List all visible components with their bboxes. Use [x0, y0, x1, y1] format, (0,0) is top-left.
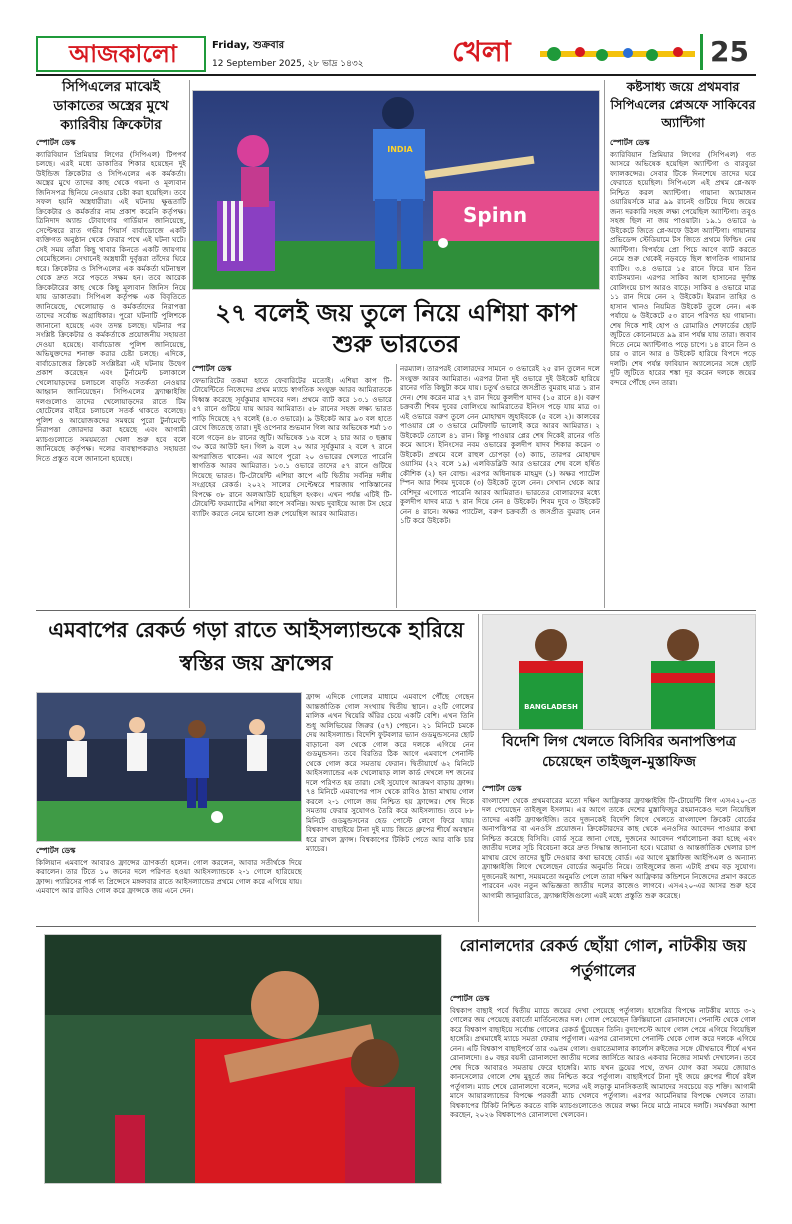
masthead-logo-box — [36, 36, 206, 72]
asia-cup-byline: স্পোর্টস ডেস্ক — [192, 364, 232, 373]
antigua-text: ক্যারিবিয়ান প্রিমিয়ার লিগের (সিপিএল) গত আসরে অভিষেক হয়েছিল অ্যান্টিগা ও বারবুডা ফ্যালকন্সের। সেবার টিকে দিনশেষে তাদের ঘরে ফেরাতে হয়েছিল। সিপিএলে এই প্রথম প্লে-অফ নিশ্চিত করল অ্যান্টিগা। গায়ানা অ্যামাজন ওয়ারিয়র্সকে মাত্র ৯৯ রানেই গুটিয়ে দিয়ে জয়ের জন্য দরকারি সহজ লক্ষ্য পেয়েছিল অ্যান্টিগা। তবুও সহজ ছিল না জয় পাওয়াটা। ১৯.১ ওভারে ৬ উইকেটে জিতে প্লে-অফে উঠল অ্যান্টিগা। গায়ানার প্রভিডেন্স স্টেডিয়ামে টস জিতে প্রথমে ফিল্ডিং নেয় অ্যান্টিগা। বিপর্যয়ে প্রো পিচে আগে ব্যাট করতে নেমে শুরু থেকেই নড়বড়ে ছিল স্বাগতিক গায়ানার ব্যাটিং। ৩.৪ ওভারে ১৫ রানে ফিরে যান তিন ব্যাটসম্যান। এরপর সাকিব আল হাসানের দুর্দান্ত বোলিংয়ে চাপ আরও বাড়ে। সাকিব ৪ ওভারে মাত্র ১১ রান দিয়ে নেন ২ উইকেট। ইমরান তাহির ও হাসান খানও নিয়মিত উইকেট তুলে নেন। এক পর্যায়ে ৬ উইকেটে ৫৩ রানে পরিণত হয় গায়ানা। শেষ দিকে শাই হোপ ও রোমারিও শেফার্ডের ছোট জুটিতে কোনোমতে ৯৯ রান পর্যন্ত যায় তারা। জবাব দিতে নেমে অ্যান্টিগাও পড়ে চাপে। ১৪ রানে তিন ও চার ৩ রানে আর ৪ উইকেট হারিয়ে বিপদে পড়ে দলটি। শেষ পর্যন্ত ফাবিয়ান অ্যালেনের সঙ্গে ছোট দুটি জুটিতে হারের শঙ্কা দূর করেন দলকে জয়ের বন্দরে পৌঁছে দেন তারা। — [610, 149, 756, 387]
ronaldo-body — [450, 994, 756, 1184]
asia-cup-col1 — [192, 364, 392, 608]
column-divider-mid — [478, 614, 479, 922]
left-story-byline: স্পোর্টস ডেস্ক — [36, 138, 76, 147]
bcb-headline: বিদেশি লিগ খেলতে বিসিবির অনাপত্তিপত্র চেয়েছেন তাইজুল-মুস্তাফিজ — [501, 734, 736, 771]
france-photo — [36, 692, 302, 842]
lower-rule — [36, 926, 756, 927]
mid-rule — [36, 610, 756, 611]
ronaldo-headline: রোনালদোর রেকর্ড ছোঁয়া গোল, নাটকীয় জয় পর্তুগালের — [459, 936, 747, 980]
bcb-byline: স্পোর্টস ডেস্ক — [482, 784, 522, 793]
jersey-text: INDIA — [387, 145, 413, 154]
bcb-photo — [482, 614, 756, 730]
asia-cup-column-divider — [396, 364, 397, 608]
paper-name: আজকালো — [69, 39, 177, 68]
asia-cup-headline: ২৭ বলেই জয় তুলে নিয়ে এশিয়া কাপ শুরু ভারতের — [215, 299, 577, 359]
bcb-text: বাংলাদেশ থেকে প্রথমবারের মতো দক্ষিণ আফ্রিকার ফ্র্যাঞ্চাইজি টি-টোয়েন্টি লিগ এসএ২০-তে দল পেয়েছেন তাইজুল ইসলাম। এর আগে তাকে দেশের মুস্তাফিজুর রহমানকেও দলে নিয়েছিল তাদের একটি ফ্র্যাঞ্চাইজি। তবে দুজনকেই বিদেশি লিগে খেলতে বাংলাদেশ ক্রিকেট বোর্ডের অনাপত্তিপত্র বা এনওসি প্রয়োজন। ক্রিকেটারদের কাছ থেকে এনওসির আবেদন পাওয়ার কথা নিশ্চিত করেছে বিসিবি। বোর্ড সূত্রে জানা গেছে, দুজনের আবেদন পর্যালোচনা করা হচ্ছে এবং জাতীয় দলের সূচি বিবেচনা করে দ্রুত সিদ্ধান্ত জানানো হবে। ঘরোয়া ও আন্তর্জাতিক খেলার চাপ মাথায় রেখে তাদের ছুটি দেওয়ার কথা ভাবছে বোর্ড। এর আগে মুস্তাফিজ আইপিএল ও অন্যান্য ফ্র্যাঞ্চাইজি লিগে খেলেছেন বোর্ডের অনুমতি নিয়ে। তাইজুলের জন্য এটাই প্রথম বড় সুযোগ। দুজনেরই আশা, সময়মতো অনুমতি পেলে তারা দক্ষিণ আফ্রিকার কন্ডিশনে নিজেদের প্রমাণ করতে পারবেন এবং নতুন অভিজ্ঞতা জাতীয় দলের কাজেও লাগবে। এসএ২০-এর আসর শুরু হবে আগামী জানুয়ারিতে, ফ্র্যাঞ্চাইজিগুলো এরই মধ্যে প্রস্তুতি শুরু করেছে। — [482, 795, 756, 900]
antigua-headline: কষ্টসাধ্য জয়ে প্রথমবার সিপিএলের প্লেঅফে সাকিবের অ্যান্টিগা — [610, 79, 756, 130]
asia-cup-col1-text: ফেভারিটের তকমা হাতে ফেবারিটের মতোই। এশিয়া কাপ টি-টোয়েন্টিতে নিজেদের প্রথম ম্যাচে স্বাগতিক সংযুক্ত আরব আমিরাতকে বিধ্বস্ত করেছে সূর্যকুমার যাদবের দল। প্রথমে ব্যাট করে ১৩.১ ওভারে ৫৭ রানে গুটিয়ে যায় আরব আমিরাত। ৫৮ রানের সহজ লক্ষ্য ভারত পাড়ি দিয়েছে ২৭ বলেই (৪.৩ ওভারে)। ৯ উইকেট আর ৯৩ বল হাতে রেখে জিতেছে তারা। দুই ওপেনার শুভমান গিল আর অভিষেক শর্মা ১৩ বলে গড়েন ৪৮ রানের জুটি। অভিষেক ১৬ বলে ২ চার আর ৩ ছক্কায় ৩০ করে আউট হন। গিল ৯ বলে ২০ আর সূর্যকুমার ২ বলে ৭ রানে অপরাজিত থাকেন। এর আগে পুরো ২০ ওভারের খেলতে পারেনি স্বাগতিক আরব আমিরাত। ১৩.১ ওভারে তাদের ৫৭ রানে গুটিয়ে দিয়েছে ভারত। টি-টোয়েন্টি এশিয়া কাপে এটি দ্বিতীয় সর্বনিম্ন দলীয় সংগ্রহের রেকর্ড। ২০২২ সালের সেপ্টেম্বরে শারজায় পাকিস্তানের বিপক্ষে ৩৮ রানে অলআউট হয়েছিল হংকং। এখন পর্যন্ত এটিই টি-টোয়েন্টি ফরম্যাটের এশিয়া কাপে সর্বনিম্ন। অথচ দুবাইয়ে আজ টস হেরে ব্যাটিং করতে নেমে ভালো শুরু পেয়েছিল আরব আমিরাত। — [192, 375, 392, 518]
section-title: খেলা — [452, 35, 511, 68]
france-col-left-text: কিলিয়ান এমবাপে আবারও ফ্রান্সের ত্রাণকর্তা হলেন। গোল করলেন, আবার সতীর্থকে দিয়ে করালেন। তার টিতে ১০ জনের দলে পরিণত হওয়া আইসল্যান্ডকে ২-১ গোলে হারিয়েছে ফ্রান্স। প্যারিসের পার্ক দ্য প্রিন্সেসে মঙ্গলবার রাতে আইসল্যান্ডের প্রথমে গোল করে এগিয়ে যায়। এমবাপে আর রাবিও গোল করে ফ্রান্সকে জয় এনে দেন। — [36, 857, 302, 896]
left-story-body — [36, 138, 186, 608]
header-weekday: Friday, শুক্রবার — [212, 40, 285, 51]
ronaldo-byline: স্পোর্টস ডেস্ক — [450, 994, 490, 1003]
page-number: 25 — [700, 34, 756, 70]
antigua-byline: স্পোর্টস ডেস্ক — [610, 138, 650, 147]
section-banner-decoration — [540, 42, 695, 66]
header-rule — [36, 74, 756, 76]
antigua-body — [610, 138, 756, 608]
header-date: 12 September 2025, ২৮ ভাদ্র ১৪৩২ — [212, 59, 364, 69]
france-col-left — [36, 846, 302, 922]
banner-text: Spinn — [463, 203, 528, 227]
france-byline: স্পোর্টস ডেস্ক — [36, 846, 76, 855]
column-divider-left — [189, 80, 190, 608]
column-divider-right — [604, 80, 605, 608]
bcb-jersey-text: BANGLADESH — [524, 703, 578, 711]
ronaldo-text: বিশ্বকাপ বাছাই পর্বে দ্বিতীয় ম্যাচে জয়ের দেখা পেয়েছে পর্তুগাল। হাঙ্গেরির বিপক্ষে নাটকীয় ম্যাচে ৩-২ গোলের জয় পেয়েছে রবার্তো মার্তিনেজের দল। গোল পেয়েছেন ক্রিস্তিয়ানো রোনালদো। পেনাল্টি থেকে গোল করে বিশ্বকাপ বাছাইয়ে সর্বোচ্চ গোলের রেকর্ড ছুঁয়েছেন তিনি। বুদাপেস্টে আগে গোল পেয়ে এগিয়ে গিয়েছিল হাঙ্গেরি। প্রথমার্ধেই ম্যাচে সমতা ফেরায় পর্তুগাল। এরপর রোনালদো পেনাল্টি থেকে গোল করে দলকে এগিয়ে নেন। এটি বিশ্বকাপ বাছাইপর্বে তার ৩৯তম গোল। গুয়াতেমালার কার্লোস রুইজের সঙ্গে যৌথভাবে শীর্ষে এখন রোনালদো। ৪০ বছর বয়সী রোনালদো জাতীয় দলের জার্সিতে আরও একবার নিজের সামর্থ্য দেখালেন। তবে শেষ দিকে আবারও সমতায় ফেরে হাঙ্গেরি। ম্যাচ যখন ড্রয়ের পথে, তখন যোগ করা সময়ে জোয়াও কানসেলোর গোলে শেষ মুহূর্তে জয় নিশ্চিত করে পর্তুগাল। বাছাইপর্বে টানা দুই জয়ে গ্রুপের শীর্ষে রইল পর্তুগাল। ম্যাচ শেষে রোনালদো বলেন, দলের এই লড়াকু মানসিকতাই আমাদের সবচেয়ে বড় শক্তি। আগামী মাসে আয়ারল্যান্ডের বিপক্ষে পরবর্তী ম্যাচ খেলবে পর্তুগাল। এরপর আর্মেনিয়ার বিপক্ষে খেলবে তারা। বিশ্বকাপের টিকিট নিশ্চিত করতে বাকি ম্যাচগুলোতেও জয়ের লক্ষ্য নিয়ে মাঠে নামবে দলটি। সমর্থকরা আশা করছেন, ২০২৬ বিশ্বকাপেও রোনালদো খেলবেন। — [450, 1005, 756, 1120]
ronaldo-photo — [44, 934, 442, 1184]
left-story-headline: সিপিএলের মাঝেই ডাকাতের অস্ত্রের মুখে ক্যারিবীয় ক্রিকেটার — [53, 79, 169, 134]
asia-cup-col2: নরম্যাল। তারপরই বোলারদের সামনে ৩ ওভারেই ২৫ রান তুলেন দলে সংযুক্ত আরব আমিরাত। এরপর টানা দুই ওভারে দুই উইকেট হারিয়ে রানের গতি কিছুটা কমে যায়। চতুর্থ ওভারে জসপ্রীত বুমরাহ মাত্র ১ রান দেন। শেষ করেন মাত্র ২৭ রান দিয়ে কুলদীপ যাদব (১৫ রানে ৪)। বরুণ চক্রবর্তী শিবম দুবের বোলিংয়ে আমিরাতের ইনিংস পড়ে যায় মাত্র ৩। এই ওভারে বরুণ তুলে নেন মোহাম্মদ জুহাইবকে (৫ বলে ২)। কালবের পাওয়ার প্লে ৩ ওভারে মেটিফাটি ভালোই করে আরব আমিরাত। ২ উইকেটে তোলে ৪১ রান। কিন্তু পাওয়ার প্লের শেষ দিকেই রানের গতি কমে আসে। ইনিংসের নবম ওভারের কুলদীপ যাদব শিকার করেন ৩ উইকেট। প্রথমে বলে রাহুল চোপড়া (৩) ক্যাচ, তারপর মোহাম্মদ ওয়াসিম (২২ বলে ১৯) এলবিডব্লিউ আর ওভারের শেষ বলে হর্ষিত কৌশিক (২) হন বোল্ড। এরপর অধিনায়ক মাহমুদ (১) অক্ষর প্যাটেল স্পিন আর শিবম দুবেকে (৩) উইকেট তুলে নেন। সেখান থেকে আর বেশিদূর এগোতে পারেনি আরব আমিরাত। ভারতের বোলারদের মধ্যে কুলদীপ যাদব মাত্র ৭ রান দিয়ে নেন ৪ উইকেট। শিবম দুবে ৩ উইকেট নেন ৪ রানে। অক্ষর প্যাটেল, বরুণ চক্রবর্তী ও জসপ্রীত বুমরাহ নেন ১টি করে উইকেট। — [400, 364, 600, 525]
asia-cup-photo — [192, 90, 600, 290]
bcb-body — [482, 784, 756, 922]
left-story-text: ক্যারিবিয়ান প্রিমিয়ার লিগের (সিপিএল) টিপপর্ব চলছে। এরই মধ্যে ডাকাতির শিকার হয়েছেন দুই উইন্ডিজ ক্রিকেটার ও সিপিএলের এক কর্মকর্তা। অস্ত্রের মুখে তাদের কাছ থেকে গয়না ও মূল্যবান জিনিসপত্র ছিনিয়ে নেওয়ার চেষ্টা করা হয়েছিল। তবে সফল হয়নি অস্ত্রধারীরা। এই ঘটনায় ক্ষুব্ধতাটি ক্রিকেটার ও কর্মকর্তার নাম প্রকাশ করেনি কর্তৃপক্ষ। ত্রিনিদাদ অ্যান্ড টোবাগোর গার্ডিয়ান জানিয়েছে, সেপ্টেম্বরে রাত গভীর পিয়ার্স বার্বাডোজে একটি ব্যক্তিগত অনুষ্ঠান থেকে ফেরার পথে এই ঘটনা ঘটে। সেই সময় তাঁরা কিছু খাবার কিনতে একটি জায়গায় থেমেছিলেন। সেখানেই অস্ত্রধারী দুর্বৃত্তরা তাঁদের ঘিরে ধরে। ক্রিকেটার ও সিপিএলের এক কর্মকর্তা ঘটনাস্থল থেকে দ্রুত সরে পড়তে সক্ষম হন। তবে আরেক ক্রিকেটারের কাছ থেকে কিছু মূল্যবান জিনিস নিয়ে যায় ডাকাতরা। সিপিএল কর্তৃপক্ষ এক বিবৃতিতে জানিয়েছে, খেলোয়াড় ও কর্মকর্তাদের নিরাপত্তা তাদের সর্বোচ্চ অগ্রাধিকার। পুরো ঘটনাটি পুলিশকে জানানো হয়েছে এবং তদন্ত চলছে। ঘটনার পর সংশ্লিষ্ট ক্রিকেটার ও কর্মকর্তাকে প্রয়োজনীয় সহায়তা দেওয়া হয়েছে। বার্বাডোজ পুলিশ জানিয়েছে, অভিযুক্তদের শনাক্ত করার চেষ্টা চলছে। এদিকে, বার্বাডোজের ক্রিকেট সংশ্লিষ্টরা এই ঘটনায় উদ্বেগ প্রকাশ করেছেন এবং টুর্নামেন্ট চলাকালে খেলোয়াড়দের চলাচলে বাড়তি সতর্কতা নেওয়ার আহ্বান জানিয়েছেন। সিপিএলের ফ্র্যাঞ্চাইজি দলগুলোও তাদের খেলোয়াড়দের রাতে টিম হোটেলের বাইরে চলাচলে সতর্ক থাকতে বলেছে। পুলিশ ও আয়োজকদের সমন্বয়ে পুরো টুর্নামেন্টে নিরাপত্তা জোরদার করা হয়েছে এবং আগামী ম্যাচগুলোতে সময়মতো খেলা শুরু হবে বলে জানিয়েছে কর্তৃপক্ষ। দলের ব্যবস্থাপকরাও সহায়তা দিতে প্রস্তুত বলে জানানো হয়েছে। — [36, 149, 186, 463]
france-col-right: ফ্রান্স এদিকে গোলের মাধ্যমে এমবাপে পৌঁছে গেছেন আন্তর্জাতিক গোল সংখ্যায় দ্বিতীয় স্থানে। ৫২টি গোলের মালিক এখন থিয়েরি অঁরির চেয়ে একটি বেশি। এখন তিনি শুধু অলিভিয়ের জিরুর (৫৭) পেছনে। ২১ মিনিটে চমকে দেয় আইসল্যান্ড। বিদেশি ফুটবলার ভ্যান গুডমুন্ডসনের ছোট বাড়ানো বল থেকে গোল করে দলকে এগিয়ে নেন গুডমুন্ডসন। তবে বিরতির ঠিক আগে এমবাপে পেনাল্টি থেকে গোল করে সমতায় ফেরান। দ্বিতীয়ার্ধে ৬২ মিনিটে আইসল্যান্ডের এক খেলোয়াড় লাল কার্ড দেখলে দশ জনের দলে পরিণত হয় তারা। সেই সুযোগে আক্রমণ বাড়ায় ফ্রান্স। ৭৪ মিনিটে এমবাপের পাস থেকে রাবিও ঠান্ডা মাথায় গোল করলে ২-১ গোলে জয় নিশ্চিত হয় ফ্রান্সের। শেষ দিকে সমতায় ফেরার সুযোগও তৈরি করে আইসল্যান্ড। তবে ৮৮ মিনিটে গুডমুন্ডসনের হেড পোস্টে লেগে ফিরে যায়। বিশ্বকাপ বাছাইয়ে টানা দুই ম্যাচ জিতে গ্রুপের শীর্ষে অবস্থান ধরে রাখল ফ্রান্স। বিশ্বকাপের টিকিট পেতে আর বাকি চার ম্যাচের। — [306, 692, 474, 853]
france-headline: এমবাপের রেকর্ড গড়া রাতে আইসল্যান্ডকে হারিয়ে স্বস্তির জয় ফ্রান্সের — [48, 618, 464, 675]
